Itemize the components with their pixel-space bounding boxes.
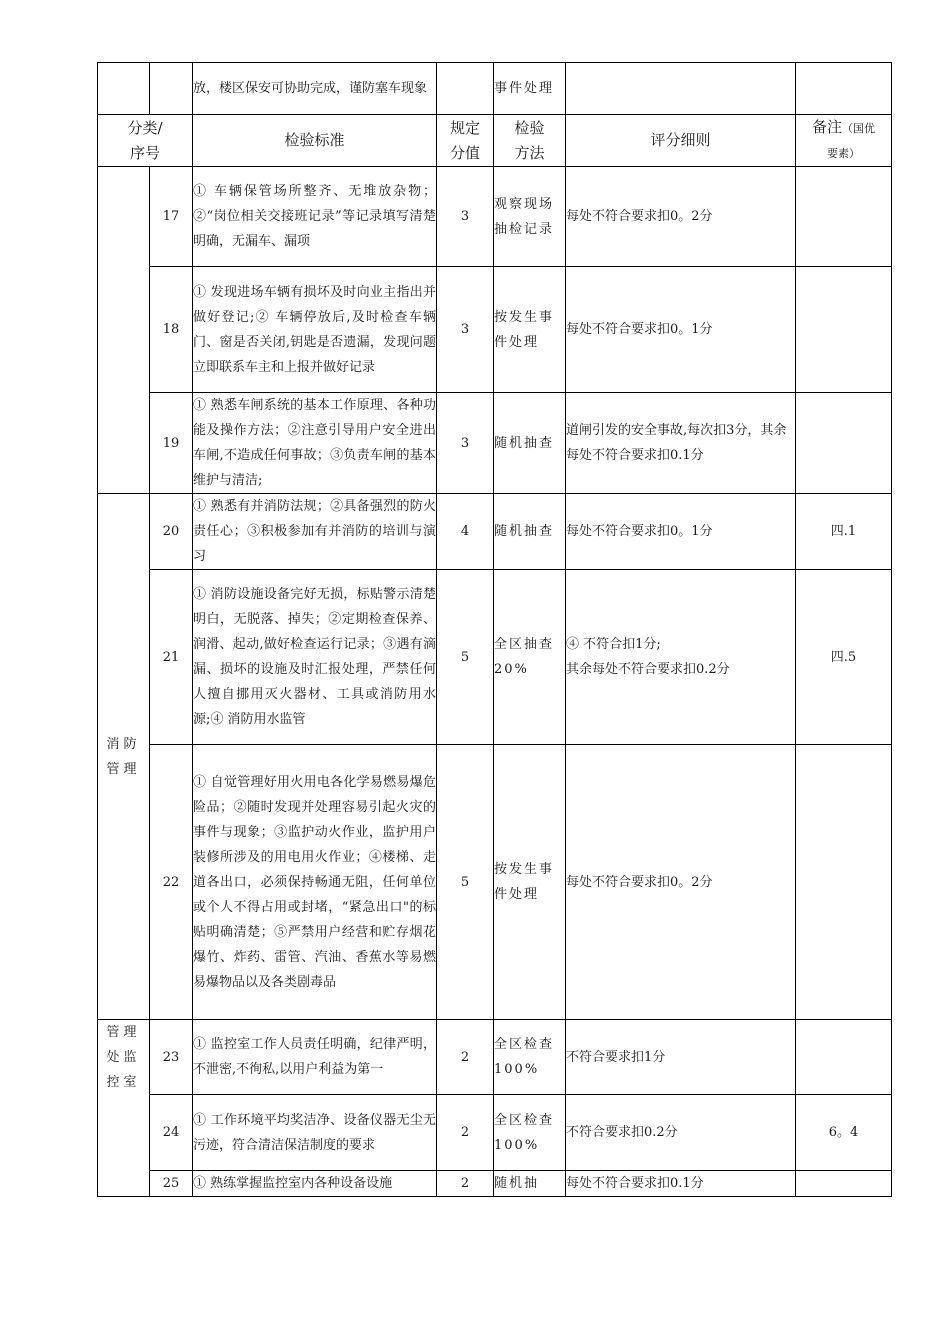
table-row (98, 494, 892, 570)
score-cell: 4 (437, 494, 494, 570)
inspection-standards-table (97, 62, 892, 1197)
method-cell: 全区检查100% (494, 1020, 566, 1095)
detail-line1: ④ 不符合扣1分; (566, 637, 661, 652)
row-number: 25 (150, 1171, 193, 1197)
score-cell: 3 (437, 167, 494, 267)
method-cell: 按发生事件处理 (494, 267, 566, 393)
row-number: 17 (150, 167, 193, 267)
category-monitor-line2: 处监 (106, 1050, 141, 1065)
header-category-line2: 序号 (129, 143, 160, 162)
detail-cell (566, 570, 796, 745)
row-number: 19 (150, 393, 193, 494)
table-row (98, 1020, 892, 1095)
score-cell: 5 (437, 745, 494, 1020)
note-cell (796, 267, 892, 393)
note-cell: 四.5 (796, 570, 892, 745)
standard-cell: ① 发现进场车辆有损坏及时向业主指出并做好登记;② 车辆停放后,及时检查车辆门、窗是否关闭,钥匙是否遗漏，发现问题立即联系车主和上报并做好记录 (193, 267, 437, 393)
detail-cell: 不符合要求扣0.2分 (566, 1095, 796, 1171)
standard-cell: ① 熟悉有并消防法规；②具备强烈的防火责任心；③积极参加有并消防的培训与演习 (193, 494, 437, 570)
method-cell: 随机抽查 (494, 393, 566, 494)
header-detail: 评分细则 (566, 115, 796, 167)
category-fire-management (98, 494, 150, 1020)
header-standard: 检验标准 (193, 115, 437, 167)
continuation-row (98, 63, 892, 115)
score-cell: 2 (437, 1171, 494, 1197)
category-cell-parking (98, 167, 150, 494)
detail-cell: 每处不符合要求扣0.1分 (566, 1171, 796, 1197)
detail-cell: 道闸引发的安全事故,每次扣3分，其余每处不符合要求扣0.1分 (566, 393, 796, 494)
standard-cell: ① 车辆保管场所整齐、无堆放杂物；②“岗位相关交接班记录”等记录填写清楚明确，无漏车、漏项 (193, 167, 437, 267)
header-score-line2: 分值 (449, 143, 480, 162)
note-cell (796, 393, 892, 494)
detail-cell: 每处不符合要求扣0。1分 (566, 267, 796, 393)
row-number: 24 (150, 1095, 193, 1171)
note-cell (796, 167, 892, 267)
header-category (98, 115, 193, 167)
note-cell (796, 745, 892, 1020)
header-score (437, 115, 494, 167)
table-row (98, 167, 892, 267)
detail-cell: 每处不符合要求扣0。2分 (566, 745, 796, 1020)
category-monitor-line1: 管理 (106, 1025, 141, 1040)
detail-line2: 其余每处不符合要求扣0.2分 (566, 662, 730, 677)
table-row (98, 1095, 892, 1171)
score-cell: 2 (437, 1020, 494, 1095)
detail-cell: 每处不符合要求扣0。2分 (566, 167, 796, 267)
standard-cell: ① 消防设施设备完好无损，标贴警示清楚明白，无脱落、掉失；②定期检查保养、润滑、起动,做好检查运行记录；③遇有滴漏、损坏的设施及时汇报处理，严禁任何人擅自挪用灭火器材、工具或消防用水源;④ 消防用水监管 (193, 570, 437, 745)
table-row (98, 1171, 892, 1197)
row-number: 23 (150, 1020, 193, 1095)
score-cell: 2 (437, 1095, 494, 1171)
table-row (98, 570, 892, 745)
category-monitor-line3: 控室 (106, 1075, 141, 1090)
note-cell (796, 1171, 892, 1197)
header-note-main: 备注 (811, 118, 842, 136)
header-method-line2: 方法 (514, 143, 545, 162)
method-cell: 事件处理 (494, 63, 566, 115)
method-cell: 观察现场抽检记录 (494, 167, 566, 267)
note-cell (796, 1020, 892, 1095)
header-note-sub2: 要素） (827, 147, 860, 160)
standard-cell: ① 工作环境平均奖洁净、设备仪器无尘无污迹，符合清洁保洁制度的要求 (193, 1095, 437, 1171)
category-cell (98, 63, 150, 115)
table-row (98, 745, 892, 1020)
note-cell (796, 63, 892, 115)
method-cell: 随机抽查 (494, 494, 566, 570)
header-note (796, 115, 892, 167)
score-cell: 3 (437, 393, 494, 494)
row-number: 21 (150, 570, 193, 745)
header-score-line1: 规定 (449, 118, 480, 137)
row-number: 20 (150, 494, 193, 570)
detail-cell: 不符合要求扣1分 (566, 1020, 796, 1095)
standard-cell: ① 熟练掌握监控室内各种设备设施 (193, 1171, 437, 1197)
header-row (98, 115, 892, 167)
table-row (98, 393, 892, 494)
standard-cell: ① 熟悉车闸系统的基本工作原理、各种功能及操作方法；②注意引导用户安全进出车闸,不造成任何事故；③负责车闸的基本维护与清洁; (193, 393, 437, 494)
header-method-line1: 检验 (514, 118, 545, 137)
table-row (98, 267, 892, 393)
number-cell (150, 63, 193, 115)
note-cell: 四.1 (796, 494, 892, 570)
category-fire-line2: 管理 (106, 761, 141, 777)
method-cell: 全区检查100% (494, 1095, 566, 1171)
detail-cell: 每处不符合要求扣0。1分 (566, 494, 796, 570)
standard-cell: ① 监控室工作人员责任明确，纪律严明，不泄密,不徇私,以用户利益为第一 (193, 1020, 437, 1095)
score-cell: 3 (437, 267, 494, 393)
method-cell: 按发生事件处理 (494, 745, 566, 1020)
score-cell: 5 (437, 570, 494, 745)
category-fire-line1: 消防 (106, 736, 141, 752)
detail-cell (566, 63, 796, 115)
header-category-line1: 分类/ (127, 118, 163, 137)
note-cell: 6。4 (796, 1095, 892, 1171)
header-note-sub1: （国优 (842, 122, 875, 135)
score-cell (437, 63, 494, 115)
method-cell: 全区抽查20% (494, 570, 566, 745)
header-method (494, 115, 566, 167)
method-cell: 随机抽 (494, 1171, 566, 1197)
row-number: 22 (150, 745, 193, 1020)
standard-cell: ① 自觉管理好用火用电各化学易燃易爆危险品；②随时发现并处理容易引起火灾的事件与现象；③监护动火作业，监护用户装修所涉及的用电用火作业；④楼梯、走道各出口，必须保持畅通无阻，任何单位或个人不得占用或封堵，“紧急出口"的标贴明确清楚；⑤严禁用户经营和贮存烟花爆竹、炸药、雷管、汽油、香蕉水等易燃易爆物品以及各类剧毒品 (193, 745, 437, 1020)
header-note-line1 (796, 115, 891, 141)
row-number: 18 (150, 267, 193, 393)
standard-cell: 放，楼区保安可协助完成，谨防塞车现象 (193, 63, 437, 115)
category-monitor-room (98, 1020, 150, 1197)
